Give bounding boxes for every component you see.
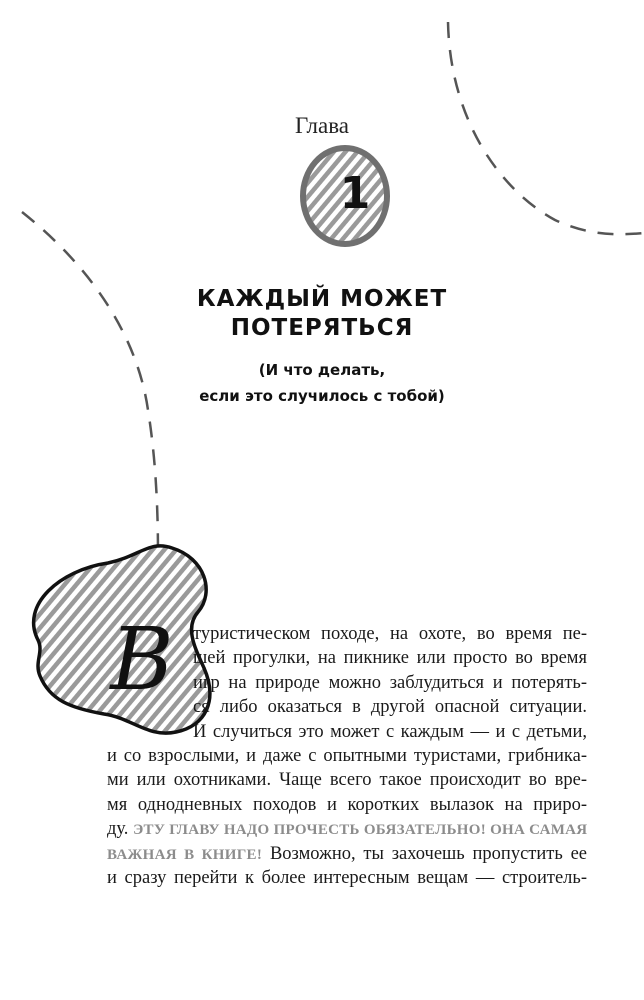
body-line: туристическом походе, на охоте, во время пе- — [193, 624, 587, 644]
body-line: ми или охотниками. Чаще всего такое происходит во вре- — [107, 770, 587, 791]
body-line: ся либо оказаться в другой опасной ситуации. — [193, 697, 587, 718]
body-line: И случиться это может с каждым — и с детьми, — [193, 721, 587, 742]
chapter-title-line-2: ПОТЕРЯТЬСЯ — [230, 315, 414, 341]
body-line: и со взрослыми, и даже с опытными туристами, грибника- — [107, 745, 587, 766]
drop-cap: В — [110, 610, 174, 710]
body-text-run: Возможно, ты захочешь пропустить ее — [269, 843, 587, 864]
chapter-subtitle — [0, 357, 644, 409]
chapter-subtitle-line-1: (И что делать, — [258, 361, 386, 379]
chapter-number: 1 — [339, 168, 371, 219]
body-line: и сразу перейти к более интересным вещам — строитель- — [107, 867, 587, 888]
emphasis-warning: ВАЖНАЯ В КНИГЕ! — [107, 846, 263, 863]
body-line: мя однодневных походов и коротких вылазок на приро- — [107, 794, 587, 815]
chapter-title-line-1: КАЖДЫЙ МОЖЕТ — [196, 286, 448, 312]
body-line — [107, 842, 587, 866]
emphasis-warning: ЭТУ ГЛАВУ НАДО ПРОЧЕСТЬ ОБЯЗАТЕЛЬНО! ОНА САМАЯ — [133, 822, 588, 839]
chapter-title — [0, 285, 644, 343]
chapter-label: Глава — [294, 113, 350, 138]
body-paragraph — [107, 622, 587, 890]
chapter-subtitle-line-2: если это случилось с тобой) — [199, 387, 445, 405]
body-line: шей прогулки, на пикнике или просто во время — [193, 648, 587, 669]
body-line — [107, 817, 587, 841]
body-text-run: ду. — [107, 819, 129, 840]
body-line: игр на природе можно заблудиться и потерять- — [193, 672, 587, 693]
